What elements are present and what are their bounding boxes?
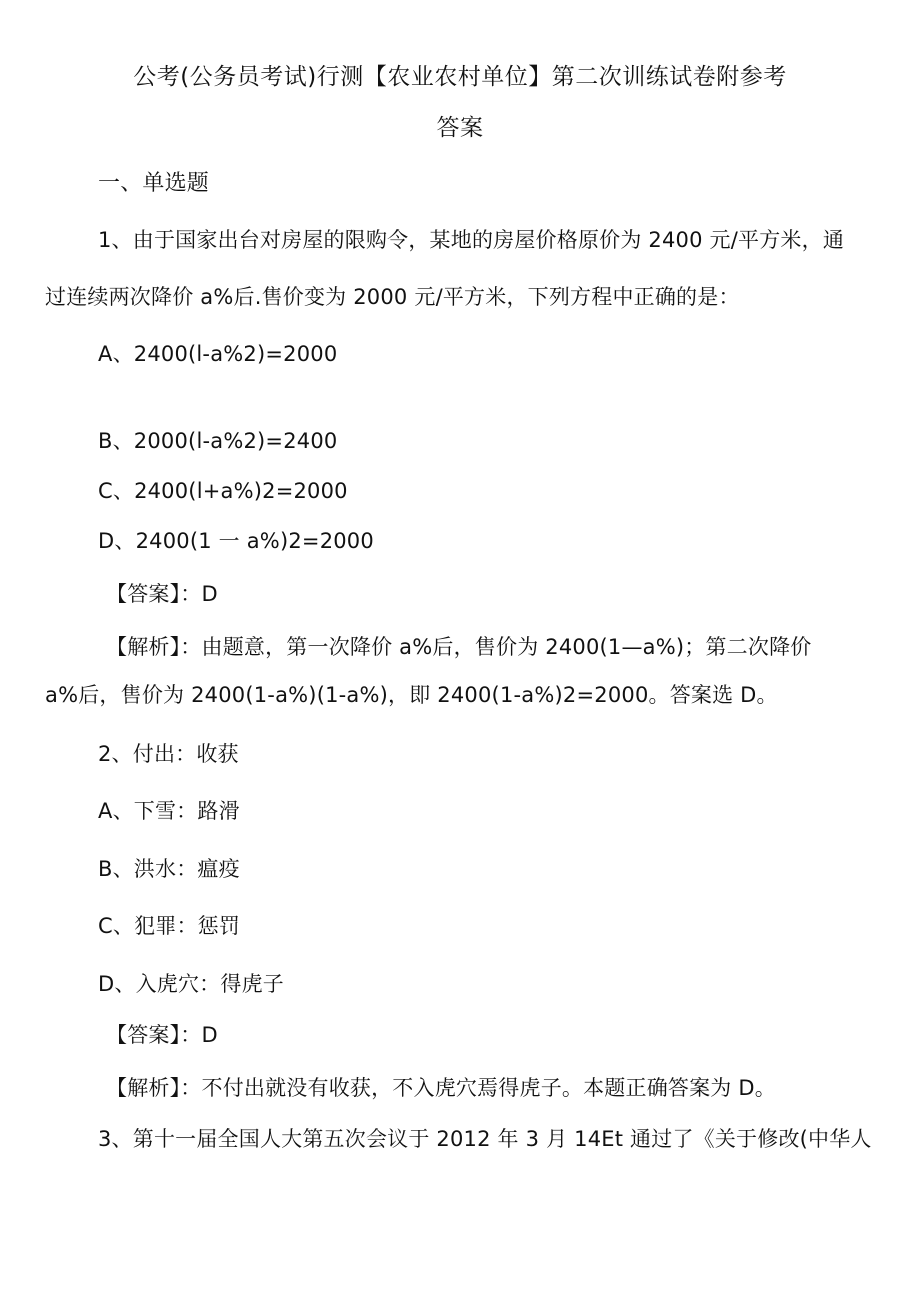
question-1-option-c: C、2400(l+a%)2=2000 bbox=[98, 479, 348, 503]
question-1-answer: 【答案】：D bbox=[106, 582, 218, 606]
question-1-option-a: A、2400(l-a%2)=2000 bbox=[98, 342, 338, 366]
question-3-stem-line-1: 3、第十一届全国人大第五次会议于 2012 年 3 月 14Et 通过了《关于修改(中华人 bbox=[98, 1127, 872, 1151]
question-1-analysis-line-2: a%后，售价为 2400(1-a%)(1-a%)，即 2400(1-a%)2=2000。答案选 D。 bbox=[45, 683, 778, 707]
question-2-option-a: A、下雪：路滑 bbox=[98, 799, 240, 823]
question-2-option-c: C、犯罪：惩罚 bbox=[98, 914, 241, 938]
question-1-option-d: D、2400(1 一 a%)2=2000 bbox=[98, 529, 374, 553]
question-2-option-d: D、入虎穴：得虎子 bbox=[98, 972, 284, 996]
question-1-stem-line-1: 1、由于国家出台对房屋的限购令，某地的房屋价格原价为 2400 元/平方米，通 bbox=[98, 228, 845, 252]
question-2-stem: 2、付出：收获 bbox=[98, 742, 239, 766]
question-2-option-b: B、洪水：瘟疫 bbox=[98, 857, 240, 881]
question-2-analysis: 【解析】：不付出就没有收获，不入虎穴焉得虎子。本题正确答案为 D。 bbox=[106, 1076, 776, 1100]
question-1-analysis-line-1: 【解析】：由题意，第一次降价 a%后，售价为 2400(1—a%)；第二次降价 bbox=[106, 635, 812, 659]
document-title-line-2: 答案 bbox=[436, 115, 484, 141]
question-1-stem-line-2: 过连续两次降价 a%后.售价变为 2000 元/平方米，下列方程中正确的是： bbox=[45, 285, 740, 309]
section-heading: 一、单选题 bbox=[98, 171, 210, 196]
question-1-option-b: B、2000(l-a%2)=2400 bbox=[98, 429, 338, 453]
document-title-line-1: 公考(公务员考试)行测【农业农村单位】第二次训练试卷附参考 bbox=[133, 64, 787, 90]
question-2-answer: 【答案】：D bbox=[106, 1023, 218, 1047]
